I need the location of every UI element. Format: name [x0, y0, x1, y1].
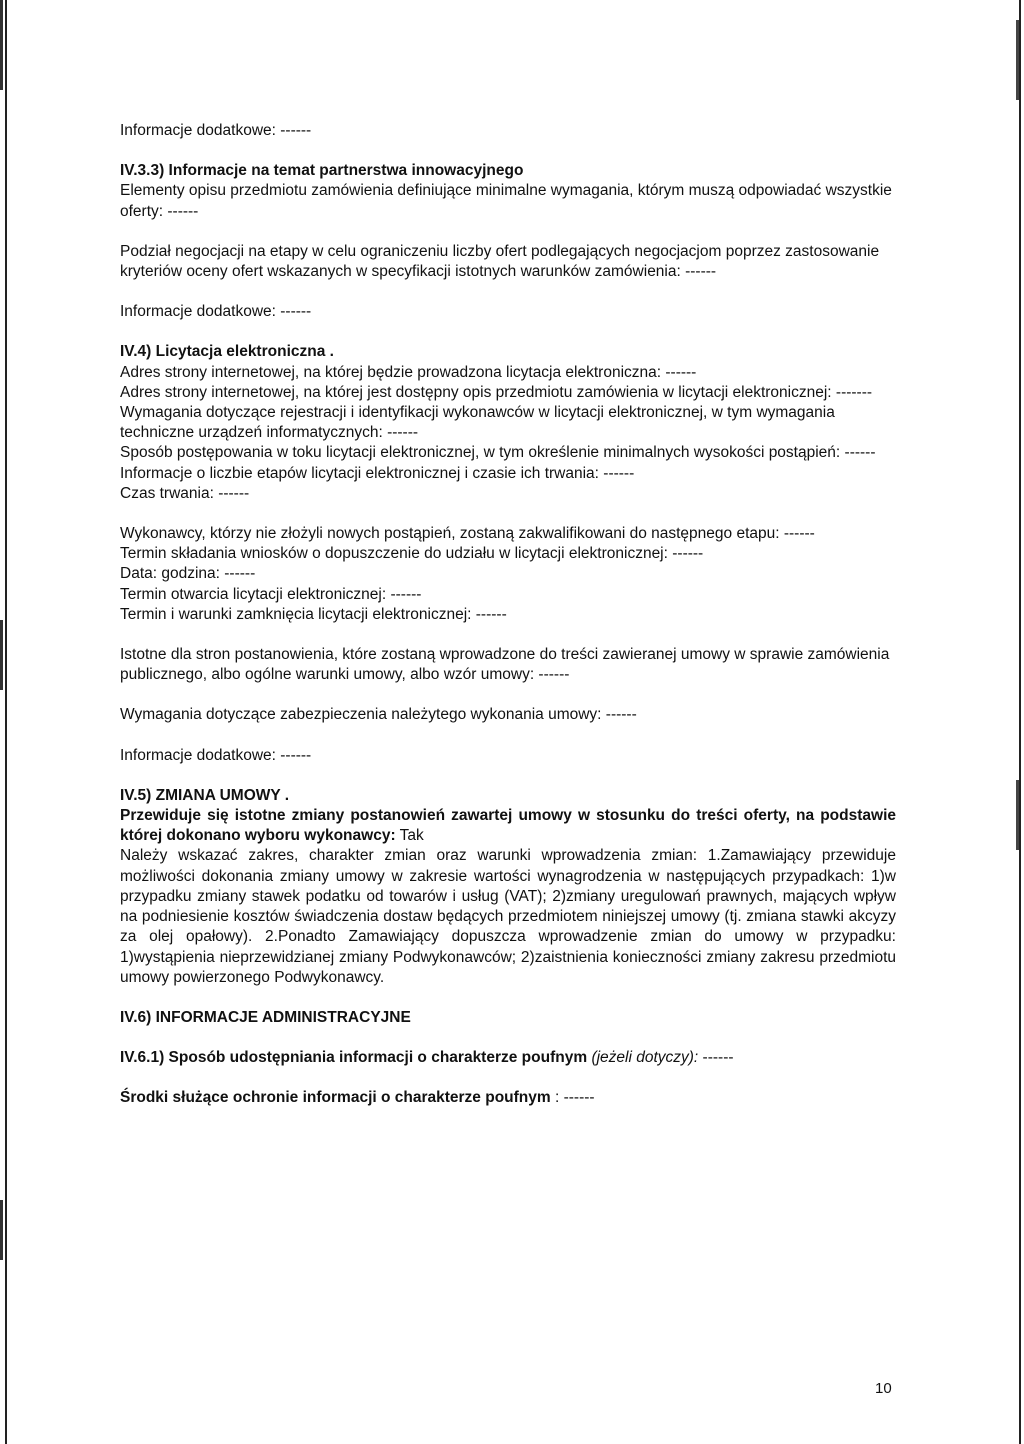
paragraph: Sposób postępowania w toku licytacji elektronicznej, w tym określenie minimalnych wysokości postąpień: ------ — [120, 444, 876, 462]
question-label: Przewiduje się istotne zmiany postanowień zawartej umowy w stosunku do treści oferty, na podstawie której dokonano wyboru wykonawcy: — [120, 807, 896, 845]
paragraph: Adres strony internetowej, na której jest dostępny opis przedmiotu zamówienia w licytacji elektronicznej: ------- — [120, 383, 873, 401]
paragraph: Czas trwania: ------ — [120, 484, 250, 502]
paragraph: Data: godzina: ------ — [120, 565, 256, 583]
paragraph: Wymagania dotyczące rejestracji i identyfikacji wykonawców w licytacji elektronicznej, w tym wymagania techniczne urządzeń informatycznych: ------ — [120, 404, 835, 442]
paragraph: Termin otwarcia licytacji elektronicznej: ------ — [120, 585, 422, 603]
answer-value: Tak — [395, 827, 424, 845]
additional-info: Informacje dodatkowe: ------ — [120, 303, 312, 321]
paragraph: Adres strony internetowej, na której będzie prowadzona licytacja elektroniczna: ------ — [120, 363, 697, 381]
paragraph: Wymagania dotyczące zabezpieczenia należytego wykonania umowy: ------ — [120, 706, 637, 724]
paragraph: Istotne dla stron postanowienia, które zostaną wprowadzone do treści zawieranej umowy w sprawie zamówienia publicznego, albo ogólne warunki umowy, albo wzór umowy: ------ — [120, 646, 890, 684]
scan-edge-mark — [0, 1200, 3, 1260]
paragraph — [120, 806, 896, 846]
additional-info: Informacje dodatkowe: ------ — [120, 122, 312, 139]
paragraph — [120, 1048, 896, 1068]
section-heading: IV.4) Licytacja elektroniczna . — [120, 343, 334, 361]
note: (jeżeli dotyczy): — [591, 1049, 699, 1067]
paragraph: Termin i warunki zamknięcia licytacji elektronicznej: ------ — [120, 605, 507, 623]
value: : ------ — [550, 1089, 595, 1107]
value: ------ — [698, 1049, 734, 1067]
paragraph: Należy wskazać zakres, charakter zmian oraz warunki wprowadzenia zmian: 1.Zamawiający przewiduje możliwości dokonania zmiany umowy w zakresie wartości wynagrodzenia w następujących przypadkach: 1)w przypadku zmiany stawek podatku od towarów i usług (VAT); 2)zmiany uregulowań prawnych, mających wpływ na podniesienie kosztów świadczenia dostaw będących przedmiotem niniejszej umowy (tj. zmiana stawki akcyzy za olej opałowy). 2.Ponadto Zamawiający dopuszcza wprowadzenie zmian do umowy w przypadku: 1)wystąpienia nieprzewidzianej zmiany Podwykonawców; 2)zaistnienia konieczności zmiany zakresu przedmiotu umowy powierzonego Podwykonawcy. — [120, 847, 896, 986]
additional-info: Informacje dodatkowe: ------ — [120, 746, 312, 764]
scan-edge-right — [1019, 0, 1021, 1444]
section-heading: IV.3.3) Informacje na temat partnerstwa innowacyjnego — [120, 162, 524, 180]
scan-edge-mark — [1016, 20, 1019, 100]
page-number: 10 — [875, 1380, 892, 1397]
paragraph: Wykonawcy, którzy nie złożyli nowych postąpień, zostaną zakwalifikowani do następnego etapu: ------ — [120, 525, 815, 543]
document-body — [120, 121, 896, 1109]
section-heading: IV.6) INFORMACJE ADMINISTRACYJNE — [120, 1008, 411, 1026]
scan-edge-mark — [0, 0, 3, 90]
paragraph: Elementy opisu przedmiotu zamówienia definiujące minimalne wymagania, którym muszą odpowiadać wszystkie oferty: ------ — [120, 182, 892, 220]
paragraph: Termin składania wniosków o dopuszczenie do udziału w licytacji elektronicznej: ------ — [120, 545, 704, 563]
paragraph: Podział negocjacji na etapy w celu ograniczeniu liczby ofert podlegających negocjacjom poprzez zastosowanie kryteriów oceny ofert wskazanych w specyfikacji istotnych warunków zamówienia: ------ — [120, 242, 880, 281]
scan-edge-mark — [0, 620, 3, 690]
section-heading: IV.5) ZMIANA UMOWY . — [120, 786, 290, 804]
paragraph: Informacje o liczbie etapów licytacji elektronicznej i czasie ich trwania: ------ — [120, 464, 635, 482]
paragraph — [120, 1088, 896, 1108]
scan-edge-left — [5, 0, 7, 1444]
scan-edge-mark — [1016, 780, 1019, 850]
section-heading: IV.6.1) Sposób udostępniania informacji o charakterze poufnym — [120, 1049, 588, 1067]
label: Środki służące ochronie informacji o charakterze poufnym — [120, 1089, 551, 1107]
